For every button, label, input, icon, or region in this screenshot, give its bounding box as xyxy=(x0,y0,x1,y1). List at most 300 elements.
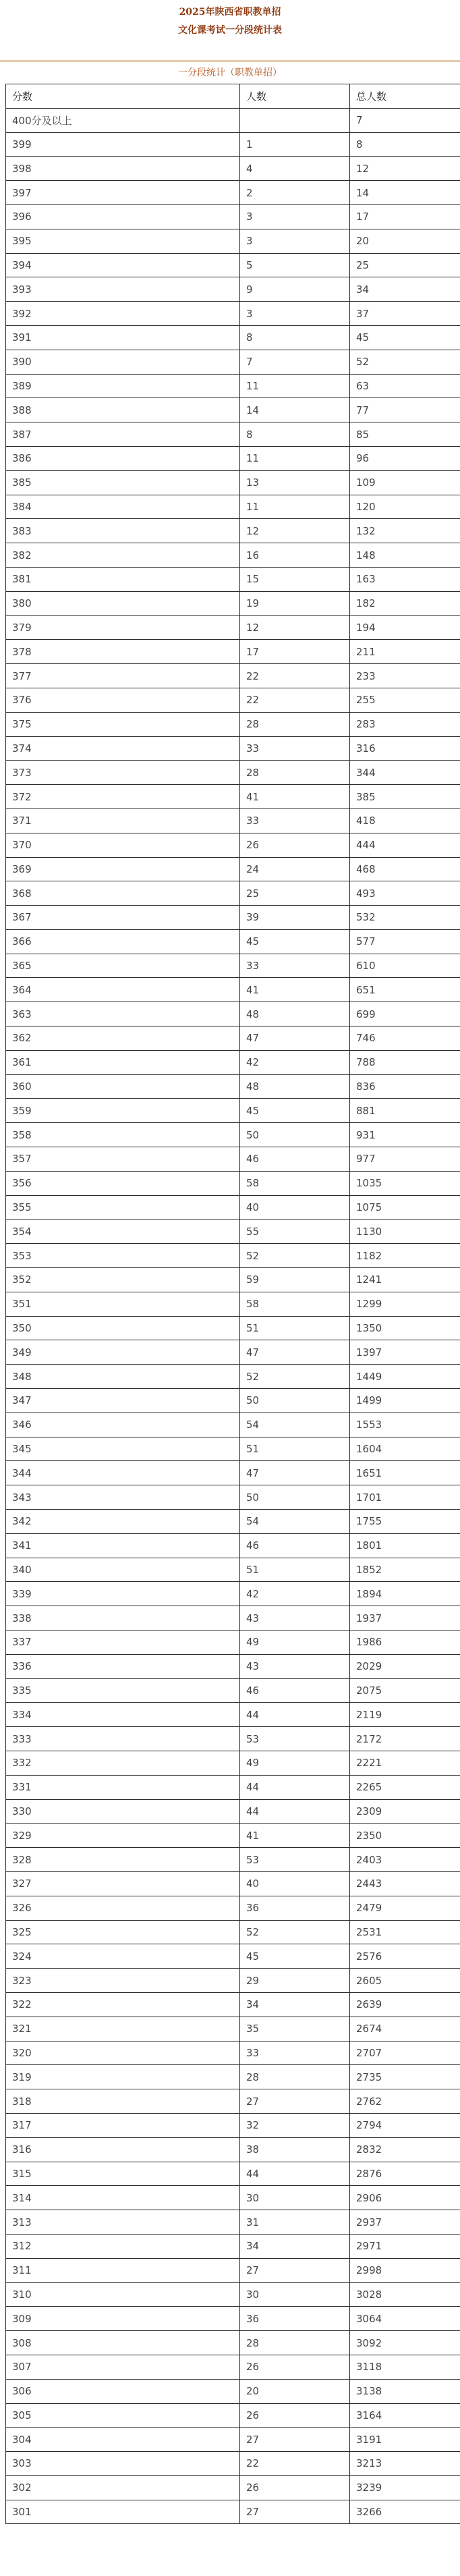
count-cell: 35 xyxy=(240,2017,350,2041)
count-cell: 46 xyxy=(240,1678,350,1703)
score-cell: 335 xyxy=(6,1678,240,1703)
score-cell: 376 xyxy=(6,688,240,712)
score-cell: 315 xyxy=(6,2162,240,2186)
score-cell: 355 xyxy=(6,1195,240,1220)
table-row xyxy=(6,906,460,930)
table-row xyxy=(6,567,460,591)
cumulative-cell: 2832 xyxy=(350,2137,460,2162)
table-row xyxy=(6,1195,460,1220)
cumulative-cell: 2906 xyxy=(350,2186,460,2210)
count-cell: 42 xyxy=(240,1050,350,1074)
count-cell: 51 xyxy=(240,1316,350,1340)
cumulative-cell: 1852 xyxy=(350,1558,460,1582)
count-cell: 4 xyxy=(240,157,350,181)
score-cell: 301 xyxy=(6,2500,240,2524)
cumulative-cell: 25 xyxy=(350,253,460,277)
score-cell: 303 xyxy=(6,2452,240,2476)
table-row xyxy=(6,1365,460,1389)
table-row xyxy=(6,688,460,712)
score-cell: 337 xyxy=(6,1630,240,1655)
table-row xyxy=(6,1606,460,1630)
table-row xyxy=(6,1630,460,1655)
cumulative-cell: 2479 xyxy=(350,1896,460,1920)
score-cell: 349 xyxy=(6,1340,240,1365)
table-row xyxy=(6,785,460,809)
count-cell xyxy=(240,108,350,132)
cumulative-cell: 34 xyxy=(350,277,460,302)
count-cell: 8 xyxy=(240,422,350,447)
score-cell: 314 xyxy=(6,2186,240,2210)
table-row xyxy=(6,2162,460,2186)
count-cell: 1 xyxy=(240,132,350,157)
cumulative-cell: 3213 xyxy=(350,2452,460,2476)
score-cell: 383 xyxy=(6,519,240,543)
cumulative-cell: 610 xyxy=(350,954,460,978)
column-header-count: 人数 xyxy=(240,84,350,109)
score-cell: 391 xyxy=(6,325,240,350)
count-cell: 41 xyxy=(240,785,350,809)
count-cell: 39 xyxy=(240,906,350,930)
score-cell: 368 xyxy=(6,881,240,906)
score-cell: 330 xyxy=(6,1799,240,1824)
count-cell: 47 xyxy=(240,1461,350,1485)
count-cell: 47 xyxy=(240,1340,350,1365)
count-cell: 5 xyxy=(240,253,350,277)
table-row xyxy=(6,422,460,447)
table-row xyxy=(6,1678,460,1703)
cumulative-cell: 2707 xyxy=(350,2041,460,2065)
cumulative-cell: 85 xyxy=(350,422,460,447)
score-cell: 317 xyxy=(6,2113,240,2137)
table-row xyxy=(6,1389,460,1413)
count-cell: 52 xyxy=(240,1920,350,1944)
table-row xyxy=(6,1775,460,1799)
cumulative-cell: 2350 xyxy=(350,1824,460,1848)
table-row xyxy=(6,2403,460,2428)
cumulative-cell: 2971 xyxy=(350,2234,460,2258)
cumulative-cell: 2674 xyxy=(350,2017,460,2041)
table-row xyxy=(6,2500,460,2524)
score-cell: 371 xyxy=(6,809,240,833)
table-row xyxy=(6,1969,460,1993)
score-cell: 390 xyxy=(6,350,240,374)
table-row xyxy=(6,470,460,495)
count-cell: 36 xyxy=(240,1896,350,1920)
table-row xyxy=(6,1896,460,1920)
count-cell: 42 xyxy=(240,1582,350,1606)
score-cell: 364 xyxy=(6,978,240,1002)
table-row xyxy=(6,591,460,615)
count-cell: 27 xyxy=(240,2089,350,2114)
table-row xyxy=(6,2113,460,2137)
cumulative-cell: 881 xyxy=(350,1099,460,1123)
table-row xyxy=(6,108,460,132)
score-cell: 399 xyxy=(6,132,240,157)
count-cell: 36 xyxy=(240,2307,350,2331)
table-row xyxy=(6,157,460,181)
count-cell: 43 xyxy=(240,1606,350,1630)
cumulative-cell: 182 xyxy=(350,591,460,615)
cumulative-cell: 977 xyxy=(350,1147,460,1172)
table-row xyxy=(6,1316,460,1340)
score-cell: 394 xyxy=(6,253,240,277)
table-row xyxy=(6,2234,460,2258)
table-row xyxy=(6,1026,460,1051)
cumulative-cell: 2794 xyxy=(350,2113,460,2137)
cumulative-cell: 2531 xyxy=(350,1920,460,1944)
count-cell: 51 xyxy=(240,1558,350,1582)
count-cell: 16 xyxy=(240,543,350,568)
score-cell: 379 xyxy=(6,615,240,640)
score-cell: 332 xyxy=(6,1751,240,1775)
cumulative-cell: 344 xyxy=(350,761,460,785)
score-cell: 381 xyxy=(6,567,240,591)
table-row xyxy=(6,1220,460,1244)
table-row xyxy=(6,2282,460,2307)
cumulative-cell: 7 xyxy=(350,108,460,132)
cumulative-cell: 1397 xyxy=(350,1340,460,1365)
score-cell: 320 xyxy=(6,2041,240,2065)
table-row xyxy=(6,1944,460,1969)
score-cell: 308 xyxy=(6,2331,240,2355)
count-cell: 3 xyxy=(240,229,350,253)
cumulative-cell: 3138 xyxy=(350,2379,460,2403)
table-row xyxy=(6,615,460,640)
score-cell: 309 xyxy=(6,2307,240,2331)
table-row xyxy=(6,2210,460,2235)
cumulative-cell: 233 xyxy=(350,664,460,688)
score-cell: 386 xyxy=(6,446,240,470)
count-cell: 20 xyxy=(240,2379,350,2403)
count-cell: 15 xyxy=(240,567,350,591)
count-cell: 12 xyxy=(240,519,350,543)
count-cell: 40 xyxy=(240,1195,350,1220)
table-row xyxy=(6,664,460,688)
score-cell: 357 xyxy=(6,1147,240,1172)
table-row xyxy=(6,1558,460,1582)
score-cell: 400分及以上 xyxy=(6,108,240,132)
score-cell: 369 xyxy=(6,857,240,881)
cumulative-cell: 2735 xyxy=(350,2065,460,2089)
table-row xyxy=(6,2017,460,2041)
cumulative-cell: 1894 xyxy=(350,1582,460,1606)
cumulative-cell: 1035 xyxy=(350,1171,460,1195)
count-cell: 22 xyxy=(240,2452,350,2476)
count-cell: 12 xyxy=(240,615,350,640)
cumulative-cell: 2119 xyxy=(350,1703,460,1727)
cumulative-cell: 2998 xyxy=(350,2258,460,2282)
count-cell: 34 xyxy=(240,1992,350,2017)
score-cell: 341 xyxy=(6,1533,240,1558)
table-row xyxy=(6,2379,460,2403)
cumulative-cell: 194 xyxy=(350,615,460,640)
cumulative-cell: 532 xyxy=(350,906,460,930)
cumulative-cell: 77 xyxy=(350,398,460,422)
score-cell: 389 xyxy=(6,374,240,398)
count-cell: 33 xyxy=(240,2041,350,2065)
table-row xyxy=(6,1413,460,1437)
cumulative-cell: 493 xyxy=(350,881,460,906)
column-header-cumulative: 总人数 xyxy=(350,84,460,109)
count-cell: 28 xyxy=(240,712,350,736)
score-cell: 356 xyxy=(6,1171,240,1195)
table-row xyxy=(6,325,460,350)
table-row xyxy=(6,253,460,277)
cumulative-cell: 3164 xyxy=(350,2403,460,2428)
score-cell: 321 xyxy=(6,2017,240,2041)
score-cell: 378 xyxy=(6,640,240,664)
cumulative-cell: 96 xyxy=(350,446,460,470)
cumulative-cell: 1755 xyxy=(350,1510,460,1534)
table-row xyxy=(6,2428,460,2452)
score-cell: 346 xyxy=(6,1413,240,1437)
count-cell: 47 xyxy=(240,1026,350,1051)
cumulative-cell: 2576 xyxy=(350,1944,460,1969)
count-cell: 44 xyxy=(240,2162,350,2186)
score-cell: 384 xyxy=(6,495,240,519)
count-cell: 32 xyxy=(240,2113,350,2137)
count-cell: 54 xyxy=(240,1510,350,1534)
cumulative-cell: 1701 xyxy=(350,1485,460,1510)
cumulative-cell: 385 xyxy=(350,785,460,809)
page-header xyxy=(0,0,460,62)
count-cell: 50 xyxy=(240,1389,350,1413)
count-cell: 59 xyxy=(240,1268,350,1292)
score-cell: 361 xyxy=(6,1050,240,1074)
count-cell: 48 xyxy=(240,1002,350,1026)
page-title-line2: 文化课考试一分段统计表 xyxy=(178,25,282,36)
cumulative-cell: 3118 xyxy=(350,2355,460,2379)
table-row xyxy=(6,1654,460,1678)
count-cell: 19 xyxy=(240,591,350,615)
score-distribution-table xyxy=(5,84,460,2524)
score-cell: 362 xyxy=(6,1026,240,1051)
count-cell: 48 xyxy=(240,1074,350,1099)
table-row xyxy=(6,1074,460,1099)
score-cell: 375 xyxy=(6,712,240,736)
table-row xyxy=(6,1268,460,1292)
table-row xyxy=(6,2089,460,2114)
count-cell: 29 xyxy=(240,1969,350,1993)
count-cell: 27 xyxy=(240,2258,350,2282)
count-cell: 50 xyxy=(240,1123,350,1147)
score-cell: 325 xyxy=(6,1920,240,1944)
score-cell: 331 xyxy=(6,1775,240,1799)
table-row xyxy=(6,1848,460,1872)
cumulative-cell: 2029 xyxy=(350,1654,460,1678)
cumulative-cell: 3028 xyxy=(350,2282,460,2307)
count-cell: 26 xyxy=(240,2475,350,2500)
table-row xyxy=(6,2258,460,2282)
score-cell: 304 xyxy=(6,2428,240,2452)
count-cell: 9 xyxy=(240,277,350,302)
count-cell: 58 xyxy=(240,1171,350,1195)
count-cell: 40 xyxy=(240,1871,350,1896)
table-row xyxy=(6,1485,460,1510)
table-row xyxy=(6,204,460,229)
cumulative-cell: 3092 xyxy=(350,2331,460,2355)
table-row xyxy=(6,1437,460,1461)
cumulative-cell: 651 xyxy=(350,978,460,1002)
table-row xyxy=(6,1992,460,2017)
table-row xyxy=(6,495,460,519)
cumulative-cell: 1182 xyxy=(350,1244,460,1268)
cumulative-cell: 1801 xyxy=(350,1533,460,1558)
score-cell: 377 xyxy=(6,664,240,688)
count-cell: 38 xyxy=(240,2137,350,2162)
score-cell: 345 xyxy=(6,1437,240,1461)
score-cell: 373 xyxy=(6,761,240,785)
count-cell: 52 xyxy=(240,1244,350,1268)
count-cell: 50 xyxy=(240,1485,350,1510)
cumulative-cell: 14 xyxy=(350,181,460,205)
cumulative-cell: 1299 xyxy=(350,1292,460,1316)
cumulative-cell: 52 xyxy=(350,350,460,374)
cumulative-cell: 444 xyxy=(350,833,460,857)
count-cell: 28 xyxy=(240,2065,350,2089)
score-cell: 324 xyxy=(6,1944,240,1969)
table-row xyxy=(6,736,460,761)
table-row xyxy=(6,302,460,326)
score-cell: 316 xyxy=(6,2137,240,2162)
cumulative-cell: 2403 xyxy=(350,1848,460,1872)
table-row xyxy=(6,1002,460,1026)
table-row xyxy=(6,857,460,881)
count-cell: 46 xyxy=(240,1533,350,1558)
cumulative-cell: 12 xyxy=(350,157,460,181)
table-header-row xyxy=(6,84,460,109)
score-cell: 302 xyxy=(6,2475,240,2500)
page-title-line1: 2025年陕西省职教单招 xyxy=(179,7,281,18)
count-cell: 14 xyxy=(240,398,350,422)
cumulative-cell: 2937 xyxy=(350,2210,460,2235)
cumulative-cell: 1499 xyxy=(350,1389,460,1413)
count-cell: 28 xyxy=(240,761,350,785)
count-cell: 11 xyxy=(240,446,350,470)
score-cell: 380 xyxy=(6,591,240,615)
cumulative-cell: 1553 xyxy=(350,1413,460,1437)
count-cell: 53 xyxy=(240,1848,350,1872)
score-cell: 398 xyxy=(6,157,240,181)
score-cell: 343 xyxy=(6,1485,240,1510)
cumulative-cell: 1241 xyxy=(350,1268,460,1292)
cumulative-cell: 17 xyxy=(350,204,460,229)
table-row xyxy=(6,1703,460,1727)
cumulative-cell: 255 xyxy=(350,688,460,712)
cumulative-cell: 2762 xyxy=(350,2089,460,2114)
score-cell: 354 xyxy=(6,1220,240,1244)
table-row xyxy=(6,350,460,374)
table-row xyxy=(6,1123,460,1147)
score-cell: 374 xyxy=(6,736,240,761)
table-row xyxy=(6,1171,460,1195)
table-row xyxy=(6,1824,460,1848)
cumulative-cell: 3239 xyxy=(350,2475,460,2500)
count-cell: 31 xyxy=(240,2210,350,2235)
count-cell: 41 xyxy=(240,978,350,1002)
count-cell: 22 xyxy=(240,688,350,712)
score-cell: 334 xyxy=(6,1703,240,1727)
cumulative-cell: 3064 xyxy=(350,2307,460,2331)
cumulative-cell: 63 xyxy=(350,374,460,398)
score-cell: 338 xyxy=(6,1606,240,1630)
score-cell: 327 xyxy=(6,1871,240,1896)
cumulative-cell: 2075 xyxy=(350,1678,460,1703)
score-cell: 388 xyxy=(6,398,240,422)
count-cell: 26 xyxy=(240,2403,350,2428)
count-cell: 33 xyxy=(240,736,350,761)
count-cell: 26 xyxy=(240,2355,350,2379)
score-cell: 395 xyxy=(6,229,240,253)
count-cell: 54 xyxy=(240,1413,350,1437)
score-cell: 344 xyxy=(6,1461,240,1485)
count-cell: 7 xyxy=(240,350,350,374)
count-cell: 2 xyxy=(240,181,350,205)
count-cell: 34 xyxy=(240,2234,350,2258)
count-cell: 55 xyxy=(240,1220,350,1244)
count-cell: 22 xyxy=(240,664,350,688)
score-cell: 323 xyxy=(6,1969,240,1993)
count-cell: 17 xyxy=(240,640,350,664)
score-cell: 382 xyxy=(6,543,240,568)
table-row xyxy=(6,1244,460,1268)
score-cell: 340 xyxy=(6,1558,240,1582)
count-cell: 44 xyxy=(240,1799,350,1824)
table-row xyxy=(6,2355,460,2379)
cumulative-cell: 788 xyxy=(350,1050,460,1074)
score-cell: 342 xyxy=(6,1510,240,1534)
count-cell: 28 xyxy=(240,2331,350,2355)
score-cell: 313 xyxy=(6,2210,240,2235)
table-row xyxy=(6,1510,460,1534)
cumulative-cell: 316 xyxy=(350,736,460,761)
count-cell: 11 xyxy=(240,374,350,398)
table-row xyxy=(6,2065,460,2089)
table-row xyxy=(6,1050,460,1074)
cumulative-cell: 8 xyxy=(350,132,460,157)
cumulative-cell: 120 xyxy=(350,495,460,519)
cumulative-cell: 283 xyxy=(350,712,460,736)
table-row xyxy=(6,929,460,954)
count-cell: 58 xyxy=(240,1292,350,1316)
cumulative-cell: 1604 xyxy=(350,1437,460,1461)
cumulative-cell: 2172 xyxy=(350,1727,460,1751)
table-row xyxy=(6,277,460,302)
count-cell: 44 xyxy=(240,1703,350,1727)
count-cell: 30 xyxy=(240,2282,350,2307)
score-cell: 328 xyxy=(6,1848,240,1872)
table-row xyxy=(6,809,460,833)
cumulative-cell: 577 xyxy=(350,929,460,954)
count-cell: 41 xyxy=(240,1824,350,1848)
cumulative-cell: 2605 xyxy=(350,1969,460,1993)
count-cell: 27 xyxy=(240,2428,350,2452)
count-cell: 52 xyxy=(240,1365,350,1389)
table-row xyxy=(6,132,460,157)
count-cell: 45 xyxy=(240,929,350,954)
table-row xyxy=(6,1751,460,1775)
score-cell: 387 xyxy=(6,422,240,447)
cumulative-cell: 931 xyxy=(350,1123,460,1147)
count-cell: 46 xyxy=(240,1147,350,1172)
score-cell: 393 xyxy=(6,277,240,302)
cumulative-cell: 2639 xyxy=(350,1992,460,2017)
count-cell: 49 xyxy=(240,1630,350,1655)
table-row xyxy=(6,2137,460,2162)
count-cell: 45 xyxy=(240,1099,350,1123)
cumulative-cell: 468 xyxy=(350,857,460,881)
score-cell: 353 xyxy=(6,1244,240,1268)
